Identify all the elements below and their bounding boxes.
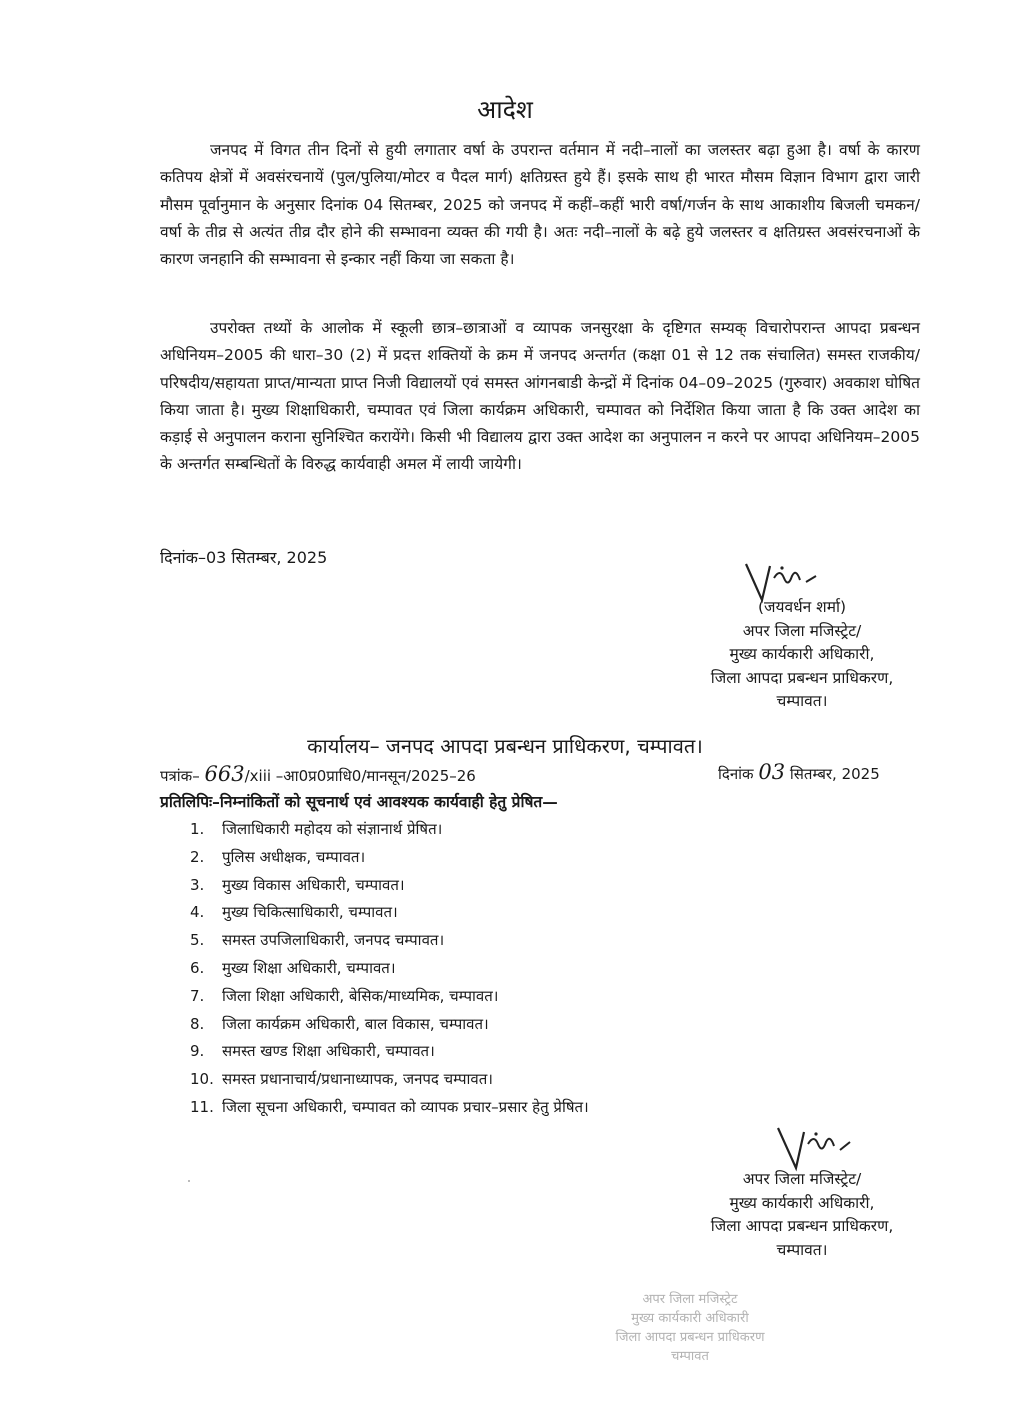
office-heading: कार्यालय– जनपद आपदा प्रबन्धन प्राधिकरण, चम्पावत।: [307, 734, 703, 758]
ref-date-suffix: सितम्बर, 2025: [789, 765, 880, 783]
ref-date-prefix: दिनांक: [718, 765, 754, 783]
signatory-designation-3: जिला आपदा प्रबन्धन प्राधिकरण,: [710, 668, 894, 687]
order-paragraph-2-text: उपरोक्त तथ्यों के आलोक में स्कूली छात्र–छात्राओं व व्यापक जनसुरक्षा के दृष्टिगत सम्यक् विचारोपरान्त आपदा प्रबन्धन अधिनियम–2005 की धारा–30 (2) में प्रदत्त शक्तियों के क्रम में जनपद अन्तर्गत (कक्षा 01 से 12 तक संचालित) समस्त राजकीय/परिषदीय/सहायता प्राप्त/मान्यता प्राप्त निजी विद्यालयों एवं समस्त आंगनबाडी केन्द्रों में दिनांक 04–09–2025 (गुरुवार) अवकाश घोषित किया जाता है। मुख्य शिक्षाधिकारी, चम्पावत एवं जिला कार्यक्रम अधिकारी, चम्पावत को निर्देशित किया जाता है कि उक्त आदेश का कड़ाई से अनुपालन कराना सुनिश्चित करायेंगे। किसी भी विद्यालय द्वारा उक्त आदेश का अनुपालन न करने पर आपदा अधिनियम–2005 के अन्तर्गत सम्बन्धितों के विरुद्ध कार्यवाही अमल में लायी जायेगी।: [160, 319, 920, 474]
signatory-designation-1: अपर जिला मजिस्ट्रेट/: [742, 621, 862, 640]
letter-date: [718, 760, 880, 784]
stamp-line-1: अपर जिला मजिस्ट्रेट: [642, 1292, 738, 1307]
list-item: [190, 844, 589, 872]
signatory-designation-2: मुख्य कार्यकारी अधिकारी,: [729, 1193, 875, 1212]
list-item-number: 10.: [190, 1070, 214, 1089]
office-stamp: [560, 1290, 820, 1366]
order-paragraph-1-text: जनपद में विगत तीन दिनों से हुयी लगातार वर्षा के उपरान्त वर्तमान में नदी–नालों का जलस्तर बढ़ा हुआ है। वर्षा के कारण कतिपय क्षेत्रों में अवसंरचनायें (पुल/पुलिया/मोटर व पैदल मार्ग) क्षतिग्रस्त हुये हैं। इसके साथ ही भारत मौसम विज्ञान विभाग द्वारा जारी मौसम पूर्वानुमान के अनुसार दिनांक 04 सितम्बर, 2025 को जनपद में कहीं–कहीं भारी वर्षा/गर्जन के साथ आकाशीय बिजली चमकन/वर्षा के तीव्र से अत्यंत तीव्र दौर होने की सम्भावना व्यक्त की गयी है। अतः नदी–नालों के बढ़े हुये जलस्तर व क्षतिग्रस्त अवसंरचनाओं के कारण जनहानि की सम्भावना से इन्कार नहीं किया जा सकता है।: [160, 141, 920, 269]
ref-prefix: पत्रांक–: [160, 767, 200, 785]
copy-heading: प्रतिलिपिः–निम्नांकितों को सूचनार्थ एवं आवश्यक कार्यवाही हेतु प्रेषित—: [160, 793, 558, 811]
list-item-number: 1.: [190, 820, 205, 838]
list-item: [190, 872, 589, 900]
letter-reference: [160, 762, 476, 786]
list-item: [190, 955, 589, 983]
list-item-text: मुख्य विकास अधिकारी, चम्पावत।: [222, 875, 405, 894]
signatory-designation-1: अपर जिला मजिस्ट्रेट/: [742, 1170, 862, 1188]
signatory-designation-3: जिला आपदा प्रबन्धन प्राधिकरण,: [710, 1217, 894, 1235]
signatory-place: चम्पावत।: [776, 692, 828, 710]
list-item-text: पुलिस अधीक्षक, चम्पावत।: [222, 847, 366, 866]
ref-date-handwritten: 03: [758, 760, 786, 784]
list-item: [190, 816, 589, 844]
list-item: [190, 983, 589, 1011]
order-paragraph-2: [160, 315, 920, 479]
signatory-place: चम्पावत।: [776, 1240, 828, 1259]
list-item: [190, 1094, 589, 1122]
list-item-number: 9.: [190, 1042, 205, 1061]
signature-mark-2: [772, 1124, 862, 1174]
ref-suffix: /xiii –आ0प्र0प्राधि0/मानसून/2025–26: [244, 767, 476, 785]
list-item-text: समस्त प्रधानाचार्य/प्रधानाध्यापक, जनपद चम्पावत।: [222, 1070, 493, 1089]
list-item-text: मुख्य शिक्षा अधिकारी, चम्पावत।: [222, 958, 396, 977]
list-item-text: जिला शिक्षा अधिकारी, बेसिक/माध्यमिक, चम्पावत।: [222, 986, 499, 1005]
list-item-number: 11.: [190, 1097, 214, 1116]
stamp-line-4: चम्पावत: [671, 1349, 709, 1364]
list-item-text: जिला सूचना अधिकारी, चम्पावत को व्यापक प्रचार–प्रसार हेतु प्रेषित।: [222, 1097, 589, 1116]
list-item: [190, 1038, 589, 1066]
ref-number-handwritten: 663: [204, 762, 245, 786]
list-item: [190, 899, 589, 927]
list-item: [190, 927, 589, 955]
list-item-number: 3.: [190, 875, 205, 894]
signatory-name: (जयवर्धन शर्मा): [757, 598, 847, 616]
list-item-text: जिलाधिकारी महोदय को संज्ञानार्थ प्रेषित।: [222, 820, 443, 838]
list-item-text: समस्त उपजिलाधिकारी, जनपद चम्पावत।: [222, 931, 445, 950]
document-title: आदेश: [477, 95, 533, 124]
list-item-text: मुख्य चिकित्साधिकारी, चम्पावत।: [222, 903, 398, 922]
list-item-number: 5.: [190, 931, 205, 950]
list-item-number: 4.: [190, 903, 205, 922]
copy-list: [190, 816, 589, 1122]
list-item-number: 8.: [190, 1014, 205, 1033]
stamp-line-3: जिला आपदा प्रबन्धन प्राधिकरण: [615, 1330, 765, 1345]
signature-block-1: [672, 596, 932, 714]
list-item-number: 2.: [190, 847, 205, 866]
list-item: [190, 1011, 589, 1039]
order-paragraph-1: [160, 137, 920, 273]
list-item-number: 7.: [190, 986, 205, 1005]
list-item-text: जिला कार्यक्रम अधिकारी, बाल विकास, चम्पावत।: [222, 1014, 489, 1033]
scan-speck: [188, 1180, 190, 1182]
stamp-line-2: मुख्य कार्यकारी अधिकारी: [631, 1311, 749, 1326]
list-item: [190, 1066, 589, 1094]
list-item-text: समस्त खण्ड शिक्षा अधिकारी, चम्पावत।: [222, 1042, 435, 1061]
signatory-designation-2: मुख्य कार्यकारी अधिकारी,: [729, 645, 875, 663]
list-item-number: 6.: [190, 958, 205, 977]
order-date: दिनांक–03 सितम्बर, 2025: [160, 548, 328, 567]
signature-block-2: [672, 1168, 932, 1262]
